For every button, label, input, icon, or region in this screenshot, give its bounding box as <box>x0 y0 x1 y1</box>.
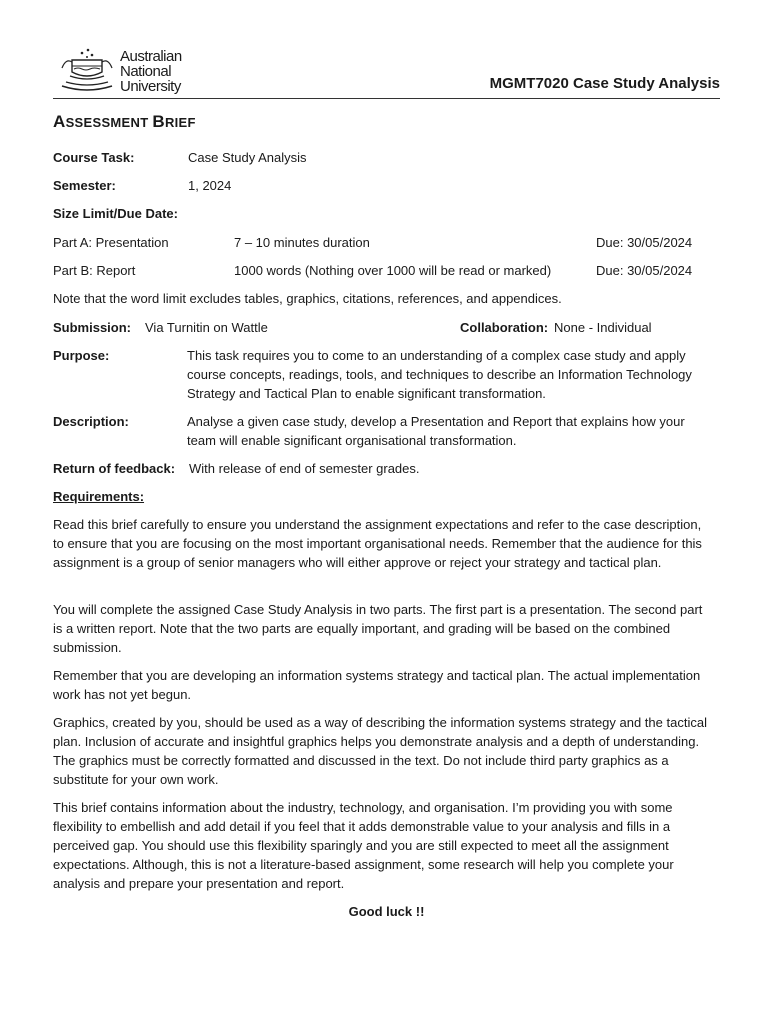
description-label: Description: <box>53 414 129 429</box>
heading-small-caps-2: RIEF <box>164 115 196 130</box>
requirements-paragraph-3: Remember that you are developing an information systems strategy and tactical plan. The actual implementation work has not yet begun. <box>53 668 701 702</box>
closing-text: Good luck !! <box>348 904 425 919</box>
requirements-heading: Requirements: <box>53 489 145 504</box>
course-task-value: Case Study Analysis <box>188 150 307 165</box>
size-limit-label: Size Limit/Due Date: <box>53 206 178 221</box>
requirements-paragraph-5: This brief contains information about the industry, technology, and organisation. I’m providing you with some flexibility to embellish and add detail if you feel that it adds demonstrable value to your analysis and fills in a perceived gap. You should use this flexibility sparingly and you are still expected to meet all the assignment expectations. Although, this is not a literature-based assignment, some research will help you complete your analysis and prepare your presentation and report. <box>53 800 674 891</box>
requirements-paragraph-4: Graphics, created by you, should be used as a way of describing the information systems strategy and the tactical plan. Inclusion of accurate and insightful graphics helps you demonstrate analysis and a depth of understanding. The graphics must be correctly formatted and discussed in the text. Do not include third party graphics as a substitute for your own work. <box>53 715 707 787</box>
part-a-limit: 7 – 10 minutes duration <box>234 235 370 250</box>
logo-wordmark <box>120 49 182 94</box>
word-limit-note: Note that the word limit excludes tables, graphics, citations, references, and appendices. <box>53 291 562 306</box>
feedback-value: With release of end of semester grades. <box>189 461 420 476</box>
collaboration-label: Collaboration: <box>460 320 549 335</box>
page-title <box>53 112 196 132</box>
header-divider <box>53 98 720 99</box>
heading-letter-a: A <box>53 112 66 131</box>
part-b-limit: 1000 words (Nothing over 1000 will be read or marked) <box>234 263 552 278</box>
requirements-paragraph-1: Read this brief carefully to ensure you understand the assignment expectations and refer to the case description, to ensure that you are focusing on the most important organisational needs. Remember that the audience for this assignment is a group of senior managers who will either approve or reject your strategy and tactical plan. <box>53 517 702 570</box>
feedback-label: Return of feedback: <box>53 461 176 476</box>
part-a-due: Due: 30/05/2024 <box>596 235 693 250</box>
anu-logo <box>58 46 198 96</box>
heading-letter-b: B <box>152 112 165 131</box>
logo-line-1: Australian <box>120 48 182 65</box>
logo-line-2: National <box>120 63 172 80</box>
heading-small-caps-1: SSESSMENT <box>65 115 153 130</box>
semester-label: Semester: <box>53 178 116 193</box>
part-b-label: Part B: Report <box>53 263 136 278</box>
logo-line-3: University <box>120 78 181 95</box>
submission-value: Via Turnitin on Wattle <box>145 320 268 335</box>
purpose-label: Purpose: <box>53 348 110 363</box>
semester-value: 1, 2024 <box>188 178 232 193</box>
description-value: Analyse a given case study, develop a Presentation and Report that explains how your team will enable significant organisational transformation. <box>187 414 685 448</box>
anu-crest-icon <box>58 46 116 94</box>
submission-label: Submission: <box>53 320 132 335</box>
purpose-value: This task requires you to come to an understanding of a complex case study and apply course concepts, readings, tools, and techniques to describe an Information Technology Strategy and Tactical Plan to enable significant transformation. <box>187 348 692 401</box>
part-a-label: Part A: Presentation <box>53 235 169 250</box>
requirements-paragraph-2: You will complete the assigned Case Study Analysis in two parts. The first part is a presentation. The second part is a written report. Note that the two parts are equally important, and grading will be based on the combined submission. <box>53 602 703 655</box>
collaboration-value: None - Individual <box>554 320 652 335</box>
document-header-title: MGMT7020 Case Study Analysis <box>489 75 720 92</box>
course-task-label: Course Task: <box>53 150 135 165</box>
part-b-due: Due: 30/05/2024 <box>596 263 693 278</box>
